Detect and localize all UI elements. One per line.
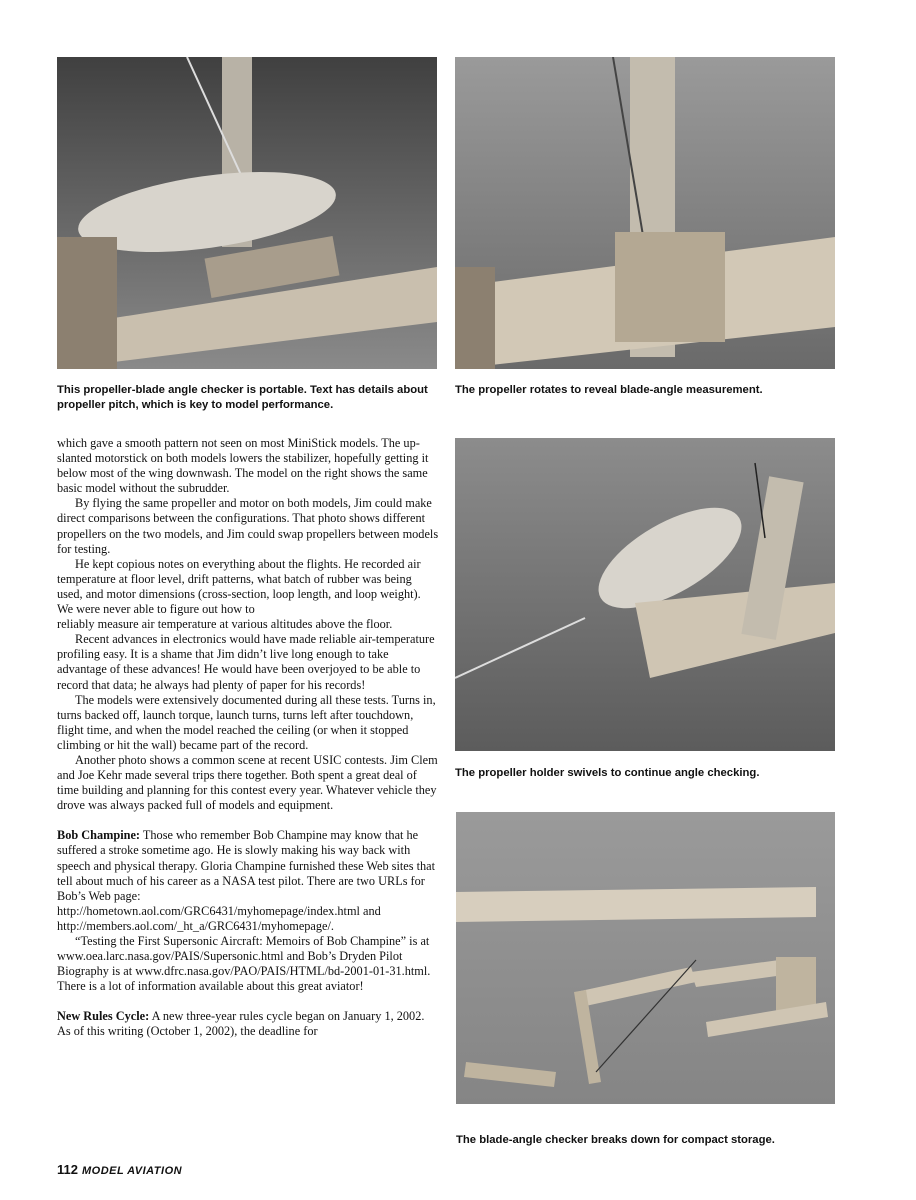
section-text: Those who remember Bob Champine may know that he suffered a stroke sometime ago. He is slowly making his way back with speech and physical therapy. Gloria Champine furnished these Web sites that tell about much of his career as a NASA test pilot. There are two URLs for Bob’s Web page: http://hometown.aol.com/GRC6431/myhomepage/index.html and http://members.aol.com/_ht_a/GRC6431/myhomepage/. xyxy=(57,828,436,933)
section-text: A new three-year rules cycle began on January 1, 2002. As of this writing (October 1, 2002), the deadline for xyxy=(57,1009,425,1039)
section-heading: New Rules Cycle: xyxy=(57,1009,150,1024)
article-paragraph: He kept copious notes on everything about the flights. He recorded air temperature at floor level, drift patterns, what batch of rubber was being used, and motor dimensions (cross-section, loop length, and loop weight). We were never able to figure out how to xyxy=(57,556,421,617)
photo-checker-breaks-down xyxy=(456,812,835,1104)
photo-caption: The propeller rotates to reveal blade-angle measurement. xyxy=(455,384,763,396)
page-footer xyxy=(57,1162,182,1177)
photo-angle-checker-portable xyxy=(57,57,437,369)
article-paragraph-bob-champine xyxy=(57,828,439,934)
photo-caption: The propeller holder swivels to continue angle checking. xyxy=(455,767,760,779)
page-number: 112 xyxy=(57,1162,78,1177)
photo-propeller-rotates xyxy=(455,57,835,369)
article-paragraph: By flying the same propeller and motor on both models, Jim could make direct comparisons between the configurations. That photo shows different propellers on the two models, and Jim could swap propellers between models for testing. xyxy=(57,496,439,556)
article-paragraph: Recent advances in electronics would have made reliable air-temperature profiling easy. It is a shame that Jim didn’t live long enough to take advantage of these advances! He would have been overjoyed to be able to record that data; he always had plenty of paper for his records! xyxy=(57,632,435,692)
article-paragraph: which gave a smooth pattern not seen on most MiniStick models. The up-slanted motorstick on both models lowers the stabilizer, hopefully getting it below most of the wing downwash. The model on the right shows the same basic model without the subrudder. xyxy=(57,436,429,496)
article-paragraph: reliably measure air temperature at various altitudes above the floor. xyxy=(57,617,393,632)
article-paragraph: Another photo shows a common scene at recent USIC contests. Jim Clem and Joe Kehr made several trips there together. Both spent a great deal of time building and planning for this contest every year. Whatever vehicle they drove was always packed full of models and equipment. xyxy=(57,752,438,813)
photo-caption: The blade-angle checker breaks down for compact storage. xyxy=(456,1134,775,1146)
article-paragraph: “Testing the First Supersonic Aircraft: Memoirs of Bob Champine” is at www.oea.larc.nasa.gov/PAIS/Supersonic.html and Bob’s Dryden Pilot Biography is at www.dfrc.nasa.gov/PAO/PAIS/HTML/bd-2001-01-31.html. There is a lot of information available about this great aviator! xyxy=(57,934,431,994)
photo-holder-swivels xyxy=(455,438,835,751)
article-paragraph-rules-cycle xyxy=(57,1009,439,1039)
section-heading: Bob Champine: xyxy=(57,828,141,843)
magazine-name: MODEL AVIATION xyxy=(81,1165,183,1177)
article-body xyxy=(57,436,439,1040)
photo-caption: This propeller-blade angle checker is portable. Text has details about propeller pitch, which is key to model performance. xyxy=(57,384,428,411)
article-paragraph: The models were extensively documented during all these tests. Turns in, turns backed off, launch torque, launch turns, turns left after touchdown, flight time, and when the model reached the ceiling (or when it stopped climbing or hit the wall) became part of the record. xyxy=(57,692,436,752)
